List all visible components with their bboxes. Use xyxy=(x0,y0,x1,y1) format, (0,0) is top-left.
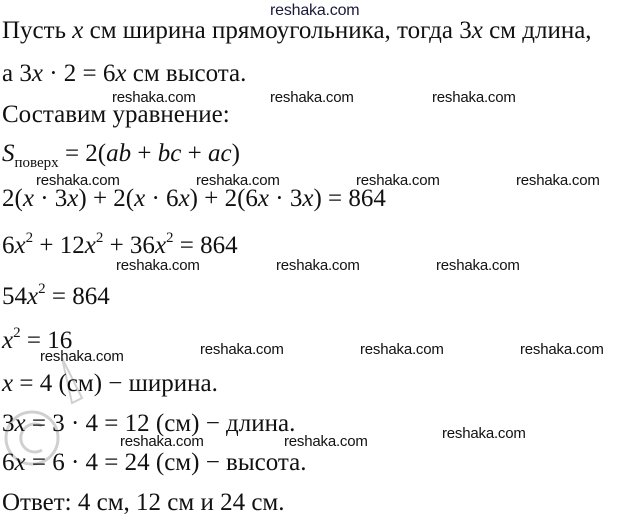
watermark: reshaka.com xyxy=(112,89,196,106)
equation-line-1: 2(x · 3x) + 2(x · 6x) + 2(6x · 3x) = 864 xyxy=(2,185,386,212)
watermark: reshaka.com xyxy=(36,172,120,189)
equation-line-3: $54x^2 = 864$ xyxy=(2,281,110,310)
equation-line-4: $x^2 = 16$ xyxy=(2,325,73,354)
watermark: reshaka.com xyxy=(40,348,124,365)
watermark: reshaka.com xyxy=(270,89,354,106)
watermark: reshaka.com xyxy=(116,257,200,274)
solution-line-2: а 3x · 2 = 6x см высота. xyxy=(2,60,247,87)
result-height: 6x = 6 · 4 = 24 (см) − высота. xyxy=(2,449,307,476)
formula-surface-area: $S_{поверх} = 2(ab$ + bc + ac) xyxy=(2,140,240,171)
solution-line-1: Пусть x см ширина прямоугольника, тогда 3x см длина, xyxy=(2,17,592,44)
watermark: reshaka.com xyxy=(520,341,604,358)
watermark: reshaka.com xyxy=(432,89,516,106)
result-width: x = 4 (см) − ширина. xyxy=(2,370,218,397)
equation-line-2: $6x^2 + 12x^2 + 36x^2 = 864$ xyxy=(2,230,238,259)
watermark: reshaka.com xyxy=(436,257,520,274)
watermark: reshaka.com xyxy=(270,2,360,19)
watermark: reshaka.com xyxy=(120,433,204,450)
result-length: 3x = 3 · 4 = 12 (см) − длина. xyxy=(2,410,296,437)
watermark: reshaka.com xyxy=(284,433,368,450)
watermark: reshaka.com xyxy=(356,172,440,189)
answer-line: Ответ: 4 см, 12 см и 24 см. xyxy=(2,489,285,516)
watermark: reshaka.com xyxy=(200,341,284,358)
watermark: reshaka.com xyxy=(196,172,280,189)
watermark: reshaka.com xyxy=(276,257,360,274)
watermark: reshaka.com xyxy=(516,172,600,189)
watermark: reshaka.com xyxy=(360,341,444,358)
solution-line-3: Составим уравнение: xyxy=(2,101,230,128)
watermark: reshaka.com xyxy=(442,425,526,442)
